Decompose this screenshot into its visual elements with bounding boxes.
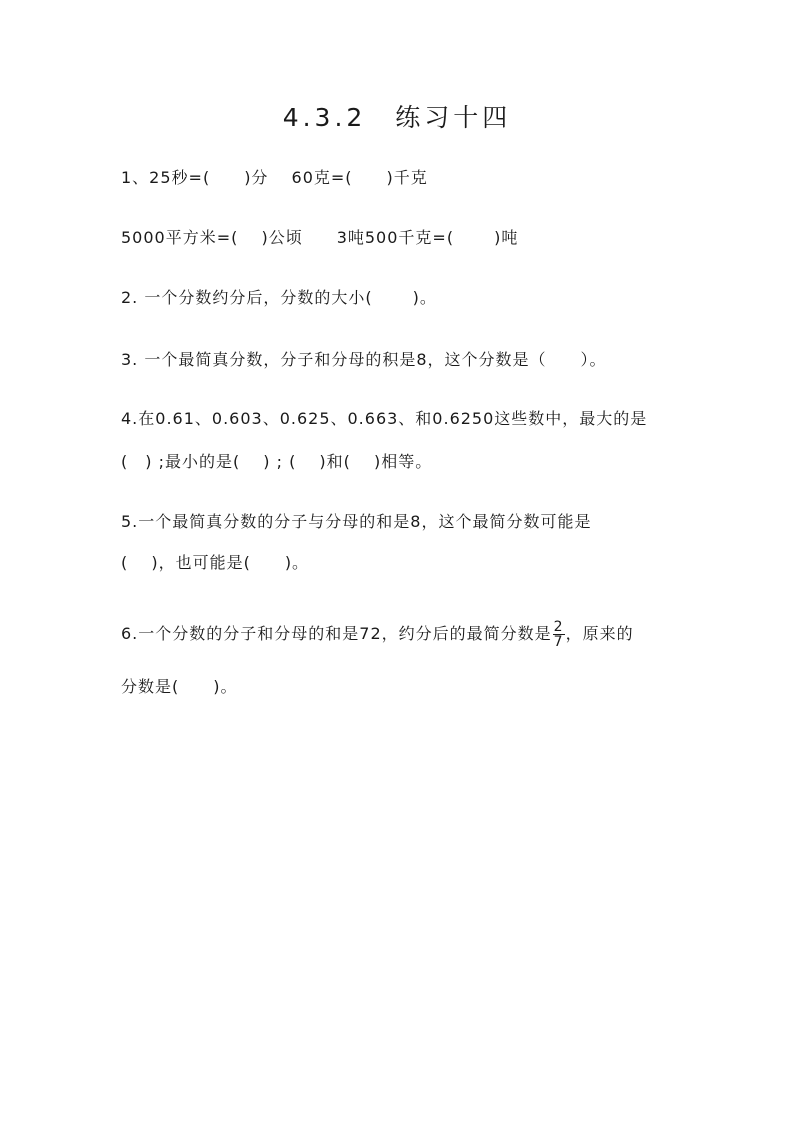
question-2: 2. 一个分数约分后，分数的大小( )。 <box>121 288 437 307</box>
question-3: 3. 一个最简真分数，分子和分母的积是8，这个分数是（ ）。 <box>121 350 607 369</box>
question-6-text-after: ，原来的 <box>565 624 634 643</box>
question-5-line-1: 5.一个最简真分数的分子与分母的和是8，这个最简分数可能是 <box>121 512 592 531</box>
question-4-line-1: 4.在0.61、0.603、0.625、0.663、和0.6250这些数中，最大的是 <box>121 409 648 428</box>
question-6-text-before: 6.一个分数的分子和分母的和是72，约分后的最简分数是 <box>121 624 552 643</box>
page-title: 4.3.2 练习十四 <box>282 103 512 132</box>
fraction-two-sevenths <box>553 620 565 649</box>
question-1-line-1: 1、25秒=( )分 60克=( )千克 <box>121 168 428 187</box>
question-6-line-1 <box>121 620 634 649</box>
question-1-line-2: 5000平方米=( )公顷 3吨500千克=( )吨 <box>121 228 519 247</box>
question-5-line-2: ( )，也可能是( )。 <box>121 553 310 572</box>
question-6-line-2: 分数是( )。 <box>121 677 238 696</box>
fraction-denominator: 7 <box>553 634 564 650</box>
fraction-numerator: 2 <box>553 619 564 635</box>
question-4-line-2: ( ) ;最小的是( ) ; ( )和( )相等。 <box>121 452 433 471</box>
